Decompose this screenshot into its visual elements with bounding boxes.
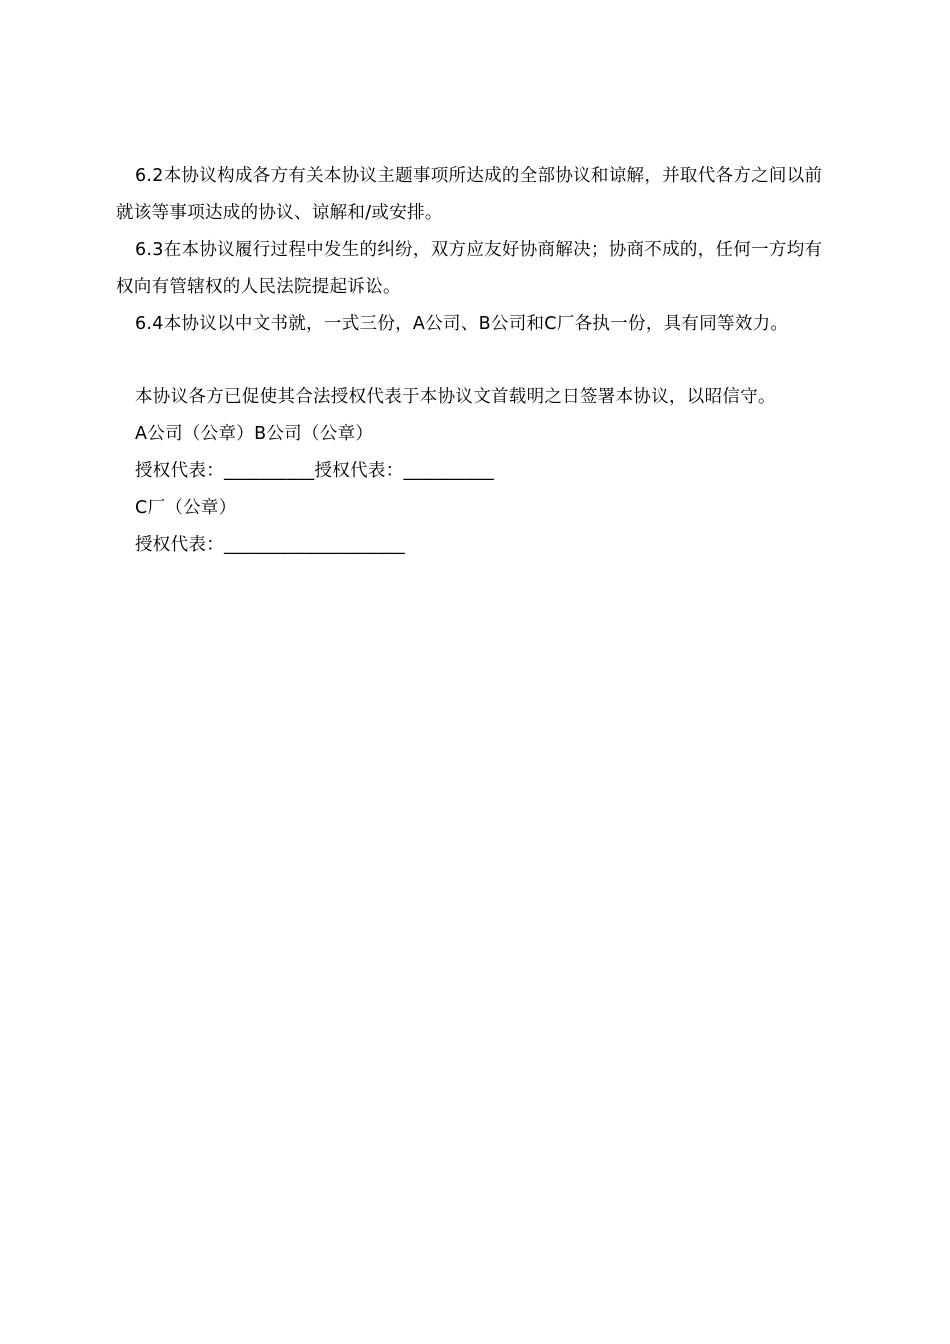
- closing-statement: 本协议各方已促使其合法授权代表于本协议文首载明之日签署本协议，以昭信守。: [135, 387, 776, 407]
- rep-ab-signature-line: 授权代表：__________授权代表：__________: [135, 461, 494, 481]
- document-body: [116, 158, 838, 564]
- section-spacer: [116, 343, 838, 379]
- clause-6-3: 6.3在本协议履行过程中发生的纠纷，双方应友好协商解决；协商不成的，任何一方均有权向有管辖权的人民法院提起诉讼。: [116, 240, 823, 297]
- rep-c-signature-line: 授权代表：____________________: [135, 535, 405, 555]
- party-ab-seal-line: A公司（公章）B公司（公章）: [135, 424, 374, 444]
- clause-6-4: 6.4本协议以中文书就，一式三份，A公司、B公司和C厂各执一份，具有同等效力。: [135, 314, 789, 334]
- party-c-seal-line: C厂（公章）: [135, 498, 237, 518]
- clause-6-2: 6.2本协议构成各方有关本协议主题事项所达成的全部协议和谅解，并取代各方之间以前就该等事项达成的协议、谅解和/或安排。: [116, 166, 823, 223]
